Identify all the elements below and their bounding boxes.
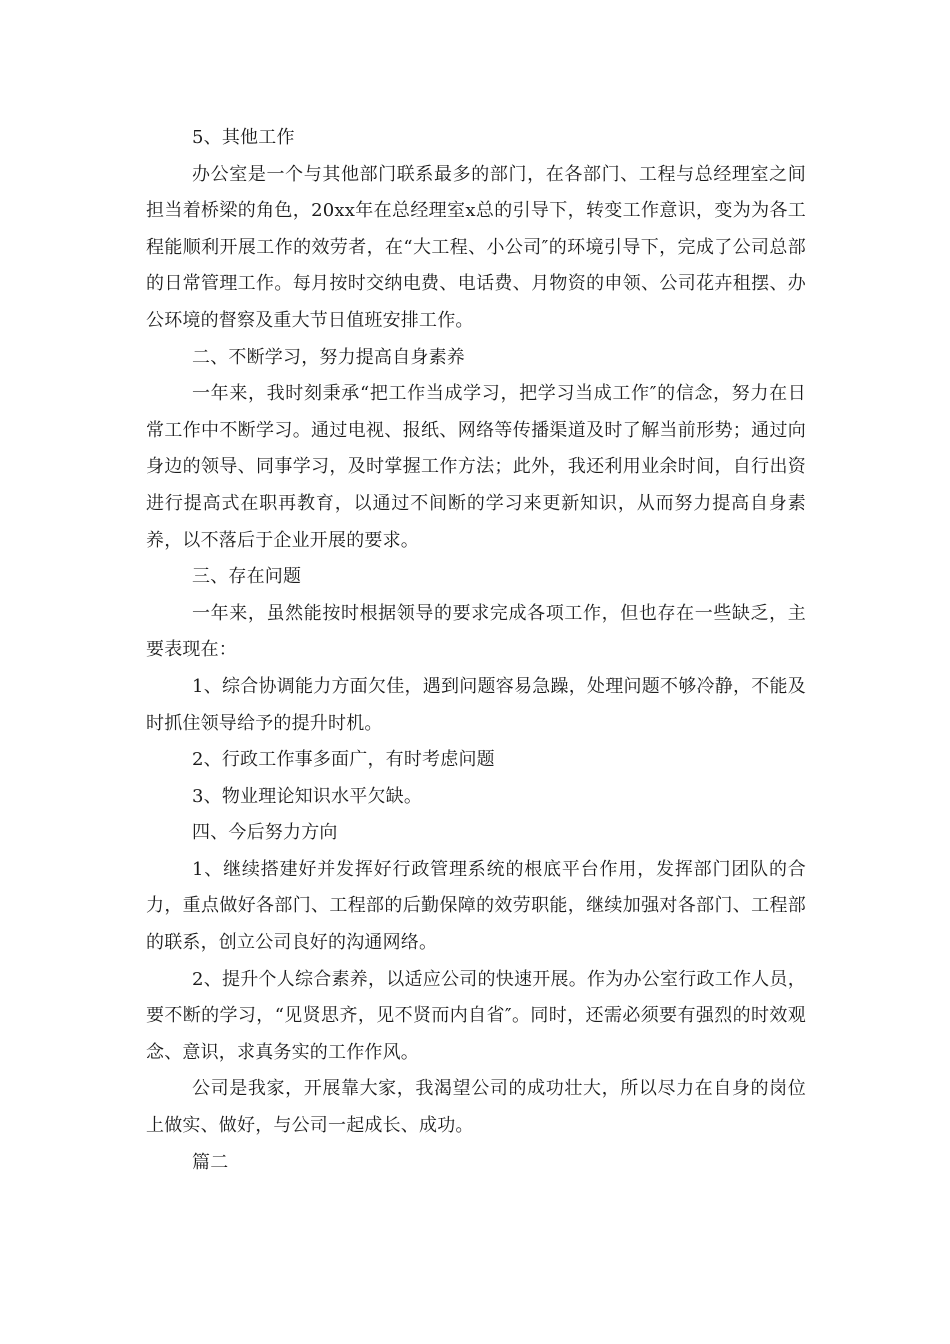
list-item-problem-3: 3、物业理论知识水平欠缺。 bbox=[192, 785, 423, 807]
list-item-future-1: 1、继续搭建好并发挥好行政管理系统的根底平台作用，发挥部门团队的合力，重点做好各部门、工程部的后勤保障的效劳职能，继续加强对各部门、工程部的联系，创立公司良好的沟通网络。 bbox=[146, 858, 806, 954]
list-item-problem-2: 2、行政工作事多面广，有时考虑问题 bbox=[192, 749, 495, 771]
list-item-future-2: 2、提升个人综合素养，以适应公司的快速开展。作为办公室行政工作人员，要不断的学习，“见贤思齐，见不贤而内自省″。同时，还需必须要有强烈的时效观念、意识，求真务实的工作作风。 bbox=[146, 968, 806, 1063]
section-heading-learning: 二、不断学习，努力提高自身素养 bbox=[192, 346, 465, 368]
paragraph-closing: 公司是我家，开展靠大家，我渴望公司的成功壮大，所以尽力在自身的岗位上做实、做好，与公司一起成长、成功。 bbox=[146, 1078, 806, 1137]
paragraph-office-role: 办公室是一个与其他部门联系最多的部门，在各部门、工程与总经理室之间担当着桥梁的角色，20xx年在总经理室x总的引导下，转变工作意识，变为为各工程能顺利开展工作的效劳者，在“大工程、小公司″的环境引导下，完成了公司总部的日常管理工作。每月按时交纳电费、电话费、月物资的申领、公司花卉租摆、办公环境的督察及重大节日值班安排工作。 bbox=[146, 163, 806, 331]
paragraph-learning: 一年来，我时刻秉承“把工作当成学习，把学习当成工作″的信念，努力在日常工作中不断学习。通过电视、报纸、网络等传播渠道及时了解当前形势；通过向身边的领导、同事学习，及时掌握工作方法；此外，我还利用业余时间，自行出资进行提高式在职再教育，以通过不间断的学习来更新知识，从而努力提高自身素养，以不落后于企业开展的要求。 bbox=[146, 383, 806, 551]
paragraph-problems-intro: 一年来，虽然能按时根据领导的要求完成各项工作，但也存在一些缺乏，主要表现在： bbox=[146, 602, 806, 661]
section-heading-other-work: 5、其他工作 bbox=[192, 127, 295, 148]
section-heading-problems: 三、存在问题 bbox=[192, 566, 302, 588]
section-heading-future: 四、今后努力方向 bbox=[192, 822, 338, 844]
section-heading-part-two: 篇二 bbox=[192, 1151, 229, 1173]
document-body bbox=[146, 120, 806, 1181]
list-item-problem-1: 1、综合协调能力方面欠佳，遇到问题容易急躁，处理问题不够冷静，不能及时抓住领导给予的提升时机。 bbox=[146, 675, 806, 734]
